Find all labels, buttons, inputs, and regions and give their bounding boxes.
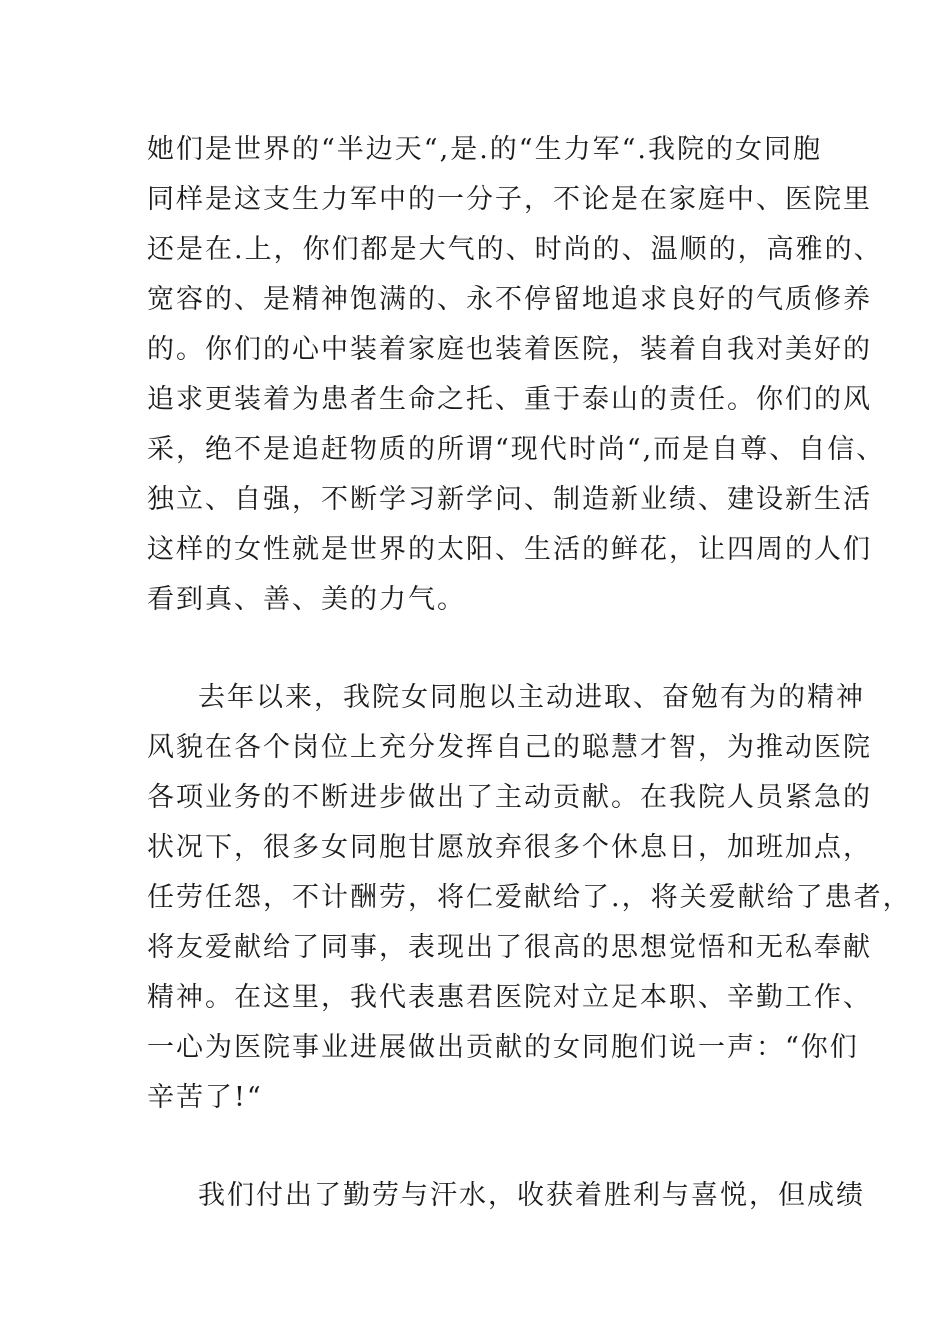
text-line: 还是在.上，你们都是大气的、时尚的、温顺的，高雅的、 bbox=[147, 234, 883, 265]
text-line: 去年以来，我院女同胞以主动进取、奋勉有为的精神 bbox=[198, 682, 865, 713]
text-line: 看到真、善、美的力气。 bbox=[147, 584, 466, 615]
text-line: 精神。在这里，我代表惠君医院对立足本职、辛勤工作、 bbox=[147, 982, 872, 1013]
text-line: 风貌在各个岗位上充分发挥自己的聪慧才智，为推动医院 bbox=[147, 732, 872, 763]
text-line: 她们是世界的“半边天“,是.的“生力军“.我院的女同胞 bbox=[147, 134, 822, 165]
text-line: 将友爱献给了同事，表现出了很高的思想觉悟和无私奉献 bbox=[147, 932, 872, 963]
text-line: 我们付出了勤劳与汗水，收获着胜利与喜悦，但成绩 bbox=[198, 1180, 865, 1211]
text-line: 同样是这支生力军中的一分子，不论是在家庭中、医院里 bbox=[147, 184, 872, 215]
text-line: 任劳任怨，不计酬劳，将仁爱献给了.，将关爱献给了患者， bbox=[147, 882, 912, 913]
text-line: 状况下，很多女同胞甘愿放弃很多个休息日，加班加点， bbox=[147, 832, 872, 863]
text-line: 宽容的、是精神饱满的、永不停留地追求良好的气质修养 bbox=[147, 284, 872, 315]
text-line: 这样的女性就是世界的太阳、生活的鲜花，让四周的人们 bbox=[147, 534, 872, 565]
text-line: 各项业务的不断进步做出了主动贡献。在我院人员紧急的 bbox=[147, 782, 872, 813]
text-line: 一心为医院事业进展做出贡献的女同胞们说一声：“你们 bbox=[147, 1032, 859, 1063]
text-line: 追求更装着为患者生命之托、重于泰山的责任。你们的风 bbox=[147, 384, 872, 415]
text-line: 辛苦了!“ bbox=[147, 1082, 263, 1113]
text-line: 采，绝不是追赶物质的所谓“现代时尚“,而是自尊、自信、 bbox=[147, 434, 886, 465]
text-line: 的。你们的心中装着家庭也装着医院，装着自我对美好的 bbox=[147, 334, 872, 365]
text-line: 独立、自强，不断学习新学问、制造新业绩、建设新生活 bbox=[147, 484, 872, 515]
